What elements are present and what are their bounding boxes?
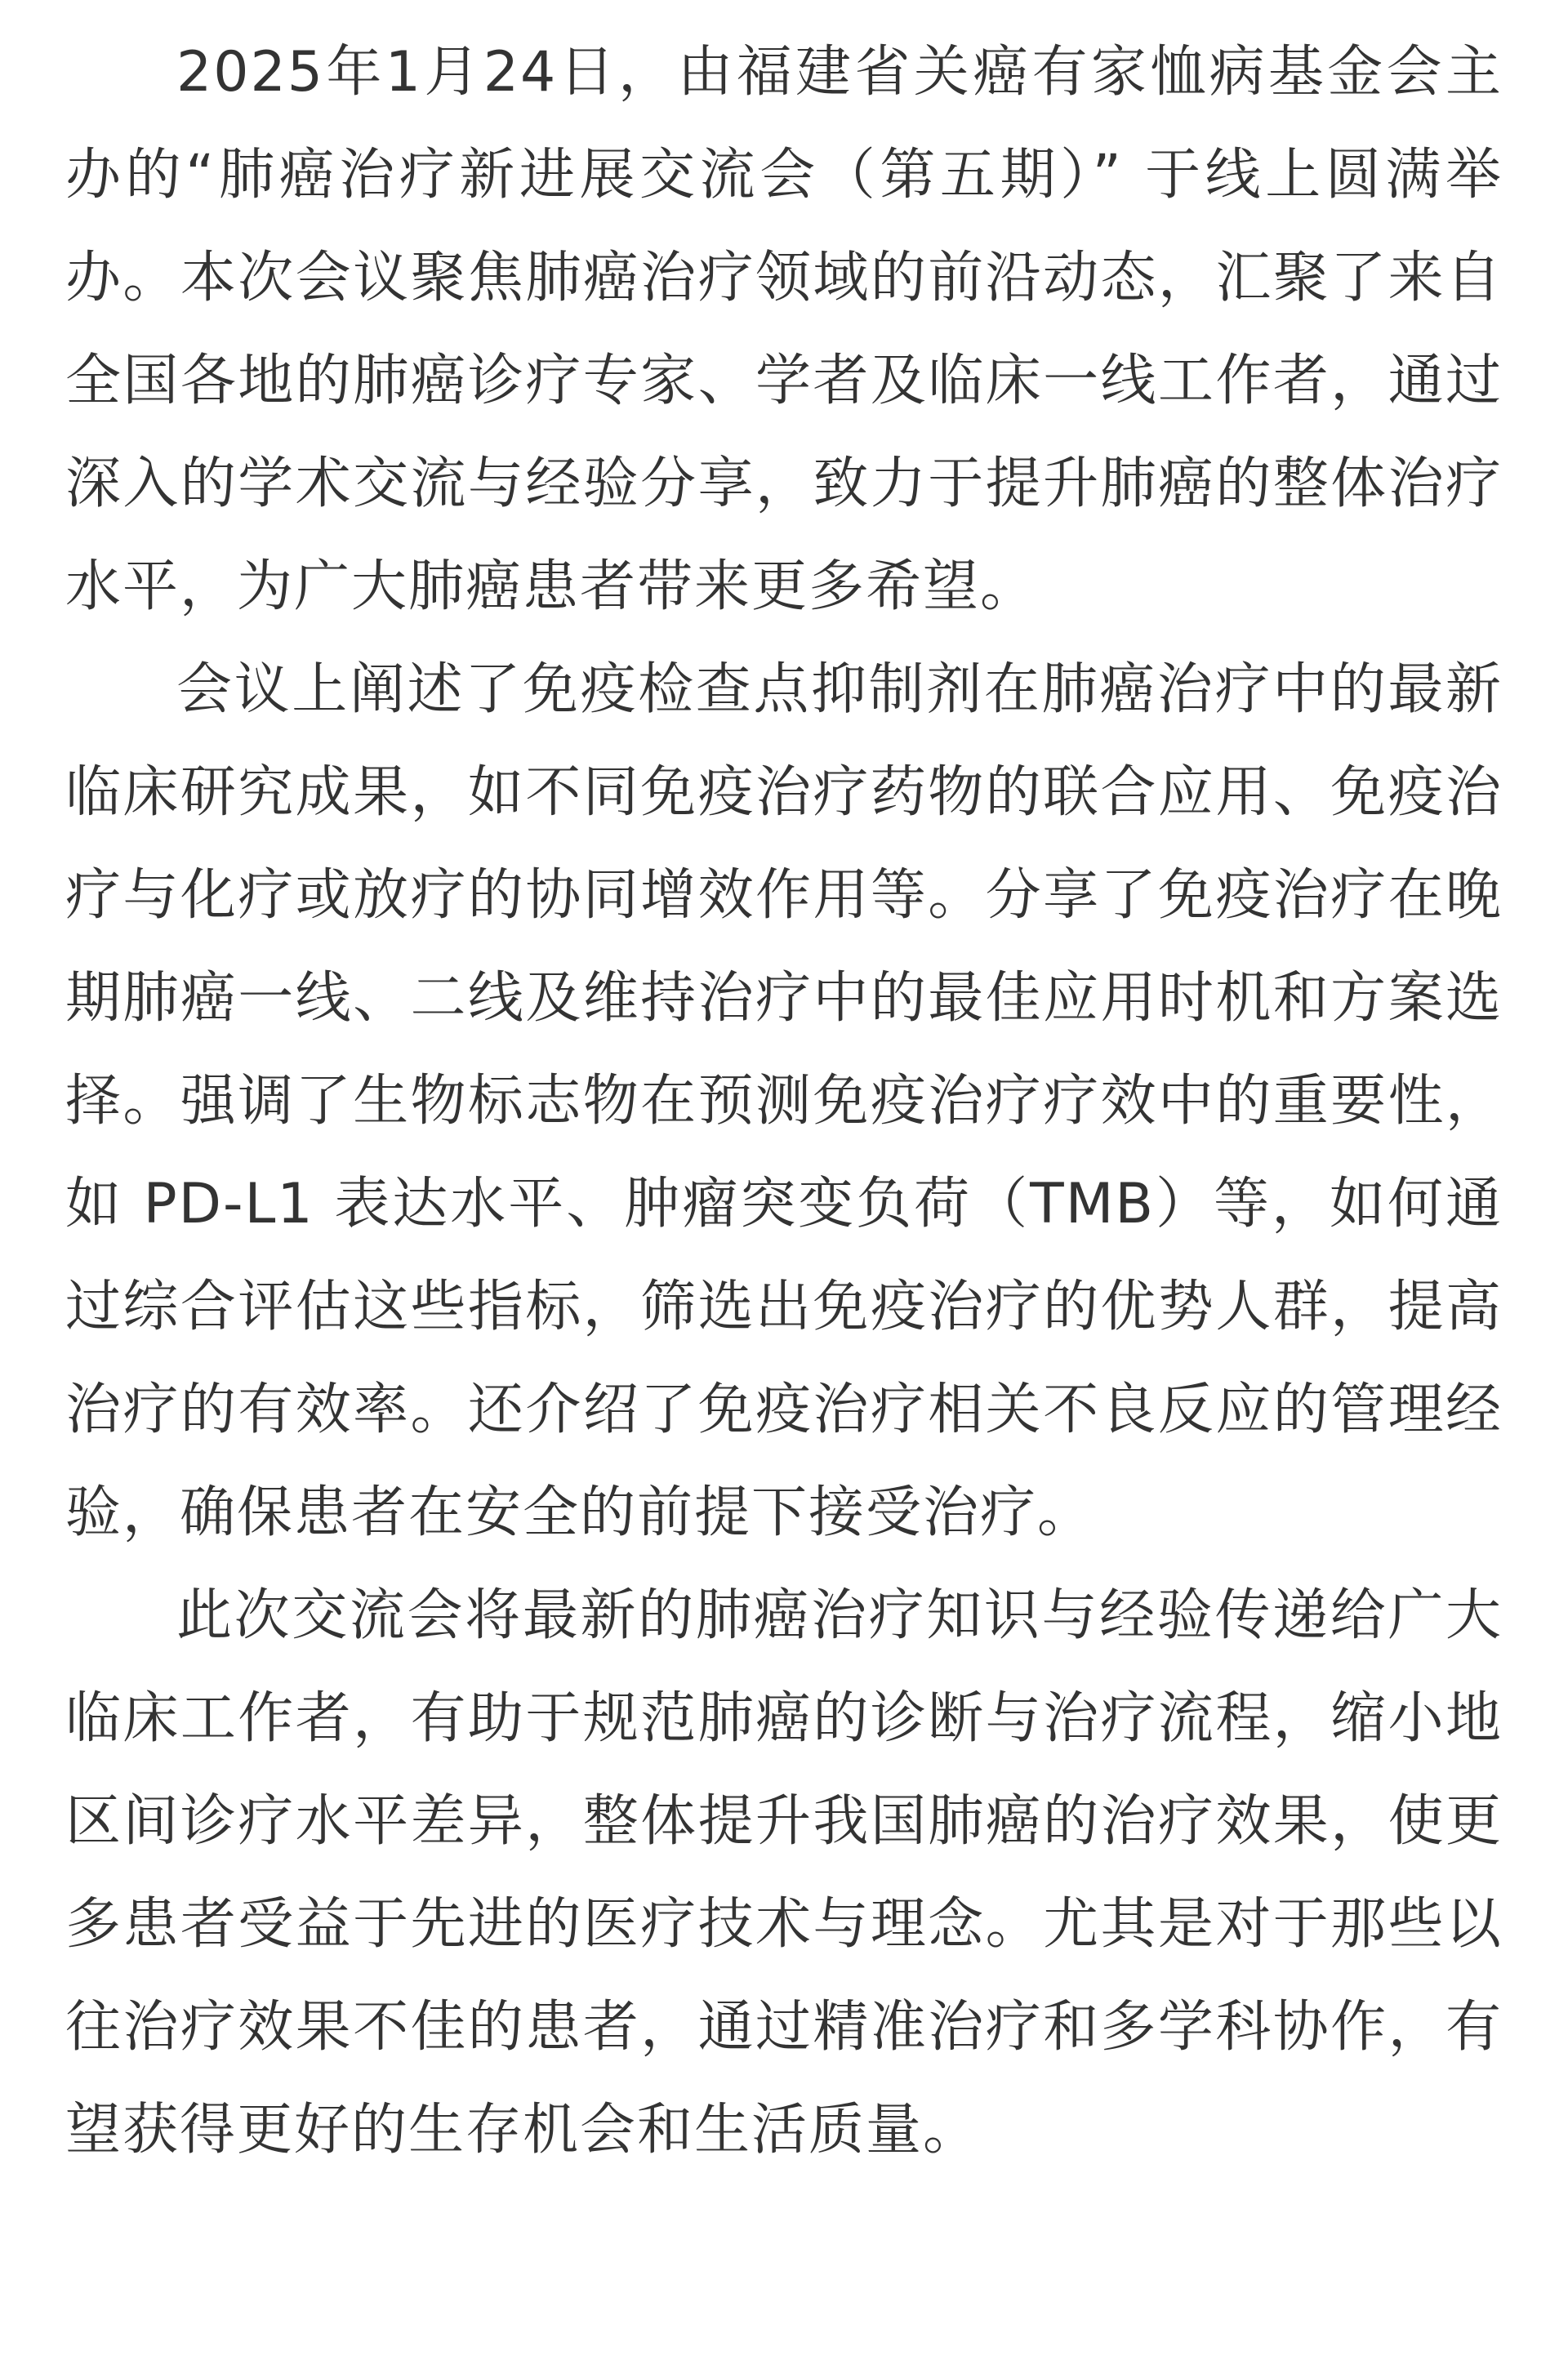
paragraph-immunotherapy: 会议上阐述了免疫检查点抑制剂在肺癌治疗中的最新临床研究成果，如不同免疫治疗药物的联合应用、免疫治疗与化疗或放疗的协同增效作用等。分享了免疫治疗在晚期肺癌一线、二线及维持治疗中的最佳应用时机和方案选择。强调了生物标志物在预测免疫治疗疗效中的重要性，如 PD-L1 表达水平、肿瘤突变负荷（TMB）等，如何通过综合评估这些指标，筛选出免疫治疗的优势人群，提高治疗的有效率。还介绍了免疫治疗相关不良反应的管理经验，确保患者在安全的前提下接受治疗。: [65, 657, 1503, 1545]
paragraph-impact: 此次交流会将最新的肺癌治疗知识与经验传递给广大临床工作者，有助于规范肺癌的诊断与治疗流程，缩小地区间诊疗水平差异，整体提升我国肺癌的治疗效果，使更多患者受益于先进的医疗技术与理念。尤其是对于那些以往治疗效果不佳的患者，通过精准治疗和多学科协作，有望获得更好的生存机会和生活质量。: [65, 1583, 1503, 2162]
paragraph-intro: 2025年1月24日，由福建省关癌有家恤病基金会主办的“肺癌治疗新进展交流会（第五期）” 于线上圆满举办。本次会议聚焦肺癌治疗领域的前沿动态，汇聚了来自全国各地的肺癌诊疗专家、学者及临床一线工作者，通过深入的学术交流与经验分享，致力于提升肺癌的整体治疗水平，为广大肺癌患者带来更多希望。: [65, 40, 1503, 619]
article-body: [65, 21, 1503, 2182]
